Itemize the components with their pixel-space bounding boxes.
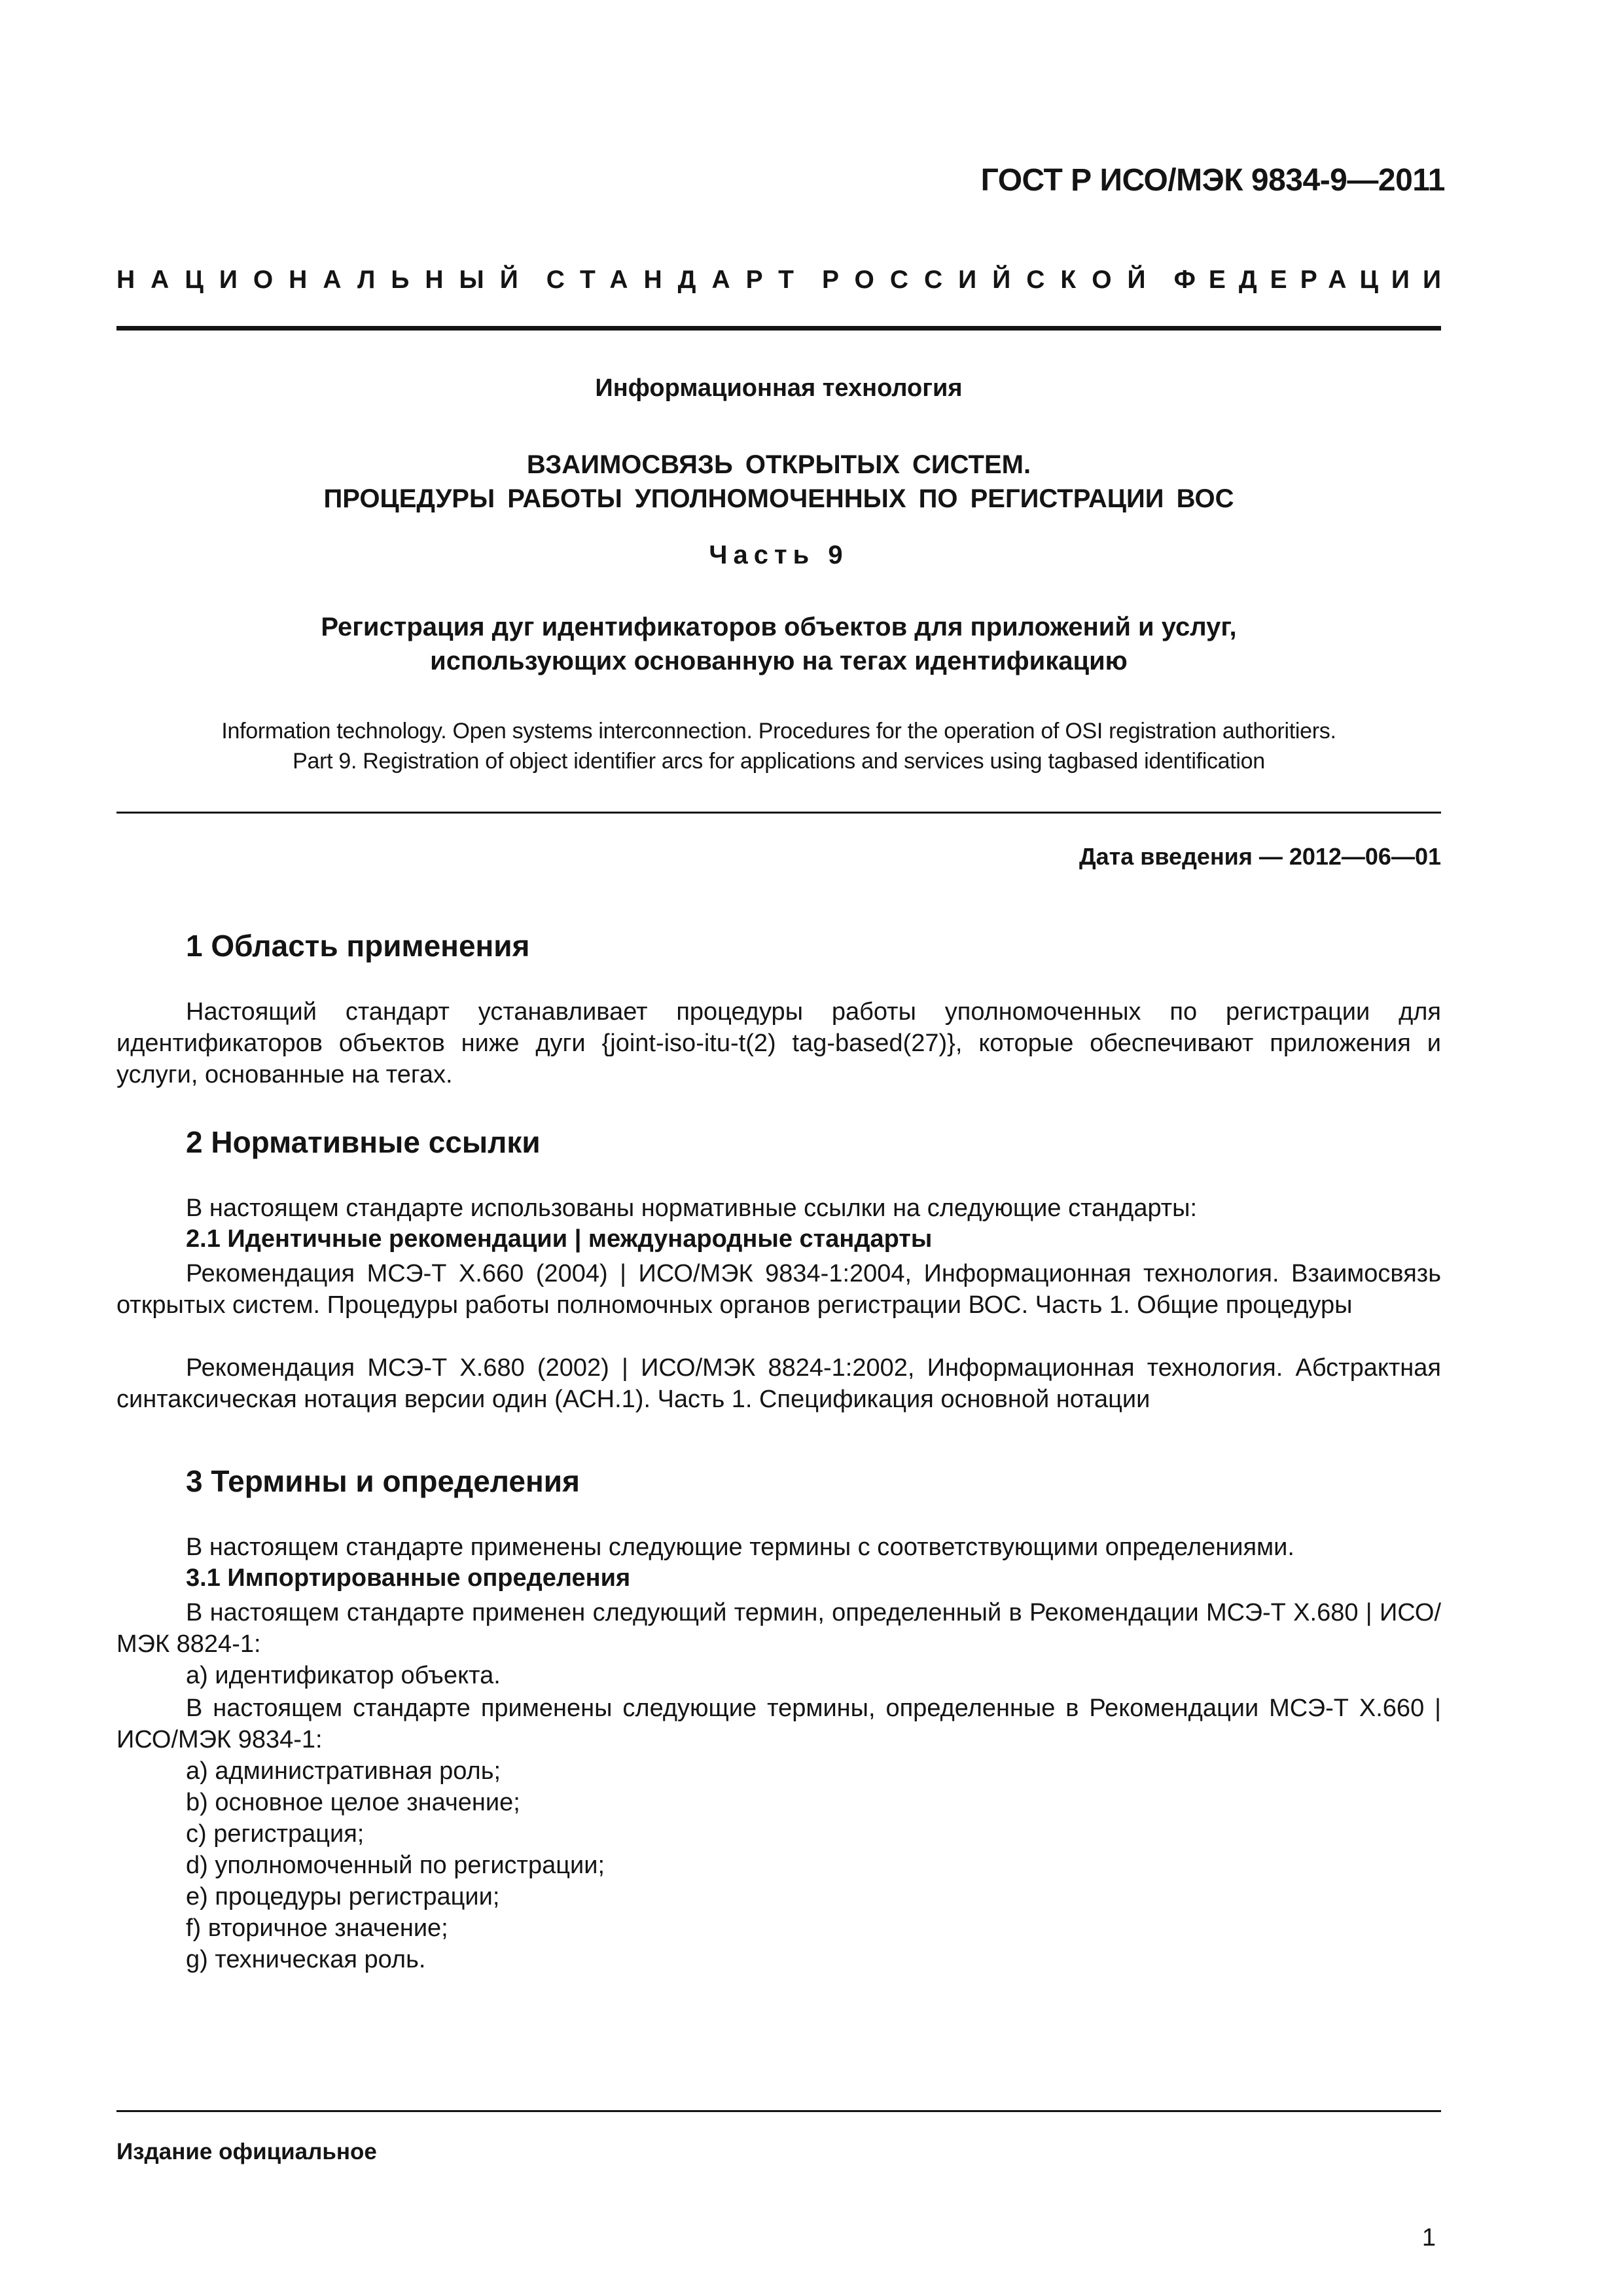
list-item: b) основное целое значение; <box>186 1789 520 1816</box>
banner-word: РОССИЙСКОЙ <box>822 266 1162 294</box>
section-3-paragraph-1 <box>116 1597 1441 1660</box>
title-main-line: ПРОЦЕДУРЫ РАБОТЫ УПОЛНОМОЧЕННЫХ ПО РЕГИСТРАЦИИ ВОС <box>323 484 1234 513</box>
title-main <box>116 448 1441 516</box>
introduction-date: Дата введения — 2012—06—01 <box>1079 843 1441 870</box>
english-title-line: Information technology. Open systems interconnection. Procedures for the operation of OSI registration authoritiers. <box>221 719 1336 744</box>
list-item: e) процедуры регистрации; <box>186 1883 500 1910</box>
section-2-1-heading: 2.1 Идентичные рекомендации | международные стандарты <box>186 1225 933 1253</box>
section-3-1-heading: 3.1 Импортированные определения <box>186 1564 631 1592</box>
section-3-paragraph-2 <box>116 1693 1441 1755</box>
paragraph-text: В настоящем стандарте применены следующие термины, определенные в Рекомендации МСЭ-Т X.660 | ИСО/МЭК 9834-1: <box>116 1695 1441 1753</box>
page-number: 1 <box>1421 2224 1436 2251</box>
banner-word: СТАНДАРТ <box>546 266 810 294</box>
english-title-line: Part 9. Registration of object identifier arcs for applications and services using tagbased identification <box>293 749 1265 774</box>
paragraph-text: Настоящий стандарт устанавливает процедуры работы уполномоченных по регистрации для идентификаторов объектов ниже дуги {joint-iso-itu-t(2) tag-based(27)}, которые обеспечивают приложения и услуги, основанные на тегах. <box>116 998 1441 1088</box>
national-standard-banner <box>116 266 1454 295</box>
title-main-line: ВЗАИМОСВЯЗЬ ОТКРЫТЫХ СИСТЕМ. <box>526 450 1031 479</box>
subtitle-line: Регистрация дуг идентификаторов объектов для приложений и услуг, <box>321 613 1237 641</box>
section-2-intro <box>116 1193 1441 1224</box>
footer-divider <box>116 2110 1441 2112</box>
reference-1 <box>116 1258 1441 1321</box>
paragraph-text: В настоящем стандарте использованы нормативные ссылки на следующие стандарты: <box>186 1194 1198 1222</box>
subtitle-line: использующих основанную на тегах идентификацию <box>430 647 1128 675</box>
list-item: a) административная роль; <box>186 1757 501 1785</box>
list-item: f) вторичное значение; <box>186 1914 448 1942</box>
title-subtitle <box>116 610 1441 678</box>
list-item: c) регистрация; <box>186 1820 365 1848</box>
section-3-heading: 3 Термины и определения <box>186 1464 580 1498</box>
reference-2 <box>116 1352 1441 1415</box>
paragraph-text: Рекомендация МСЭ-Т X.680 (2002) | ИСО/МЭК 8824-1:2002, Информационная технология. Абстрактная синтаксическая нотация версии один (АСН.1). Часть 1. Спецификация основной нотации <box>116 1354 1441 1413</box>
publication-note: Издание официальное <box>116 2139 377 2164</box>
section-2-heading: 2 Нормативные ссылки <box>186 1125 541 1159</box>
section-3-intro <box>116 1532 1441 1563</box>
banner-word: ФЕДЕРАЦИИ <box>1173 266 1454 294</box>
banner-word: НАЦИОНАЛЬНЫЙ <box>116 266 534 294</box>
title-divider <box>116 812 1441 814</box>
paragraph-text: Рекомендация МСЭ-Т X.660 (2004) | ИСО/МЭК 9834-1:2004, Информационная технология. Взаимосвязь открытых систем. Процедуры работы полномочных органов регистрации ВОС. Часть 1. Общие процедуры <box>116 1260 1441 1319</box>
paragraph-text: В настоящем стандарте применен следующий термин, определенный в Рекомендации МСЭ-Т X.680 | ИСО/МЭК 8824-1: <box>116 1599 1441 1658</box>
title-english <box>116 716 1441 776</box>
header-divider <box>116 326 1441 331</box>
title-subject: Информационная технология <box>595 374 963 402</box>
section-1-heading: 1 Область применения <box>186 929 530 963</box>
document-id: ГОСТ Р ИСО/МЭК 9834-9—2011 <box>980 163 1445 198</box>
title-part: Часть 9 <box>709 541 849 569</box>
section-1-text <box>116 996 1441 1090</box>
list-item: d) уполномоченный по регистрации; <box>186 1852 605 1879</box>
list-item: g) техническая роль. <box>186 1946 426 1973</box>
paragraph-text: В настоящем стандарте применены следующие термины с соответствующими определениями. <box>186 1534 1294 1561</box>
list-item: a) идентификатор объекта. <box>186 1662 501 1689</box>
